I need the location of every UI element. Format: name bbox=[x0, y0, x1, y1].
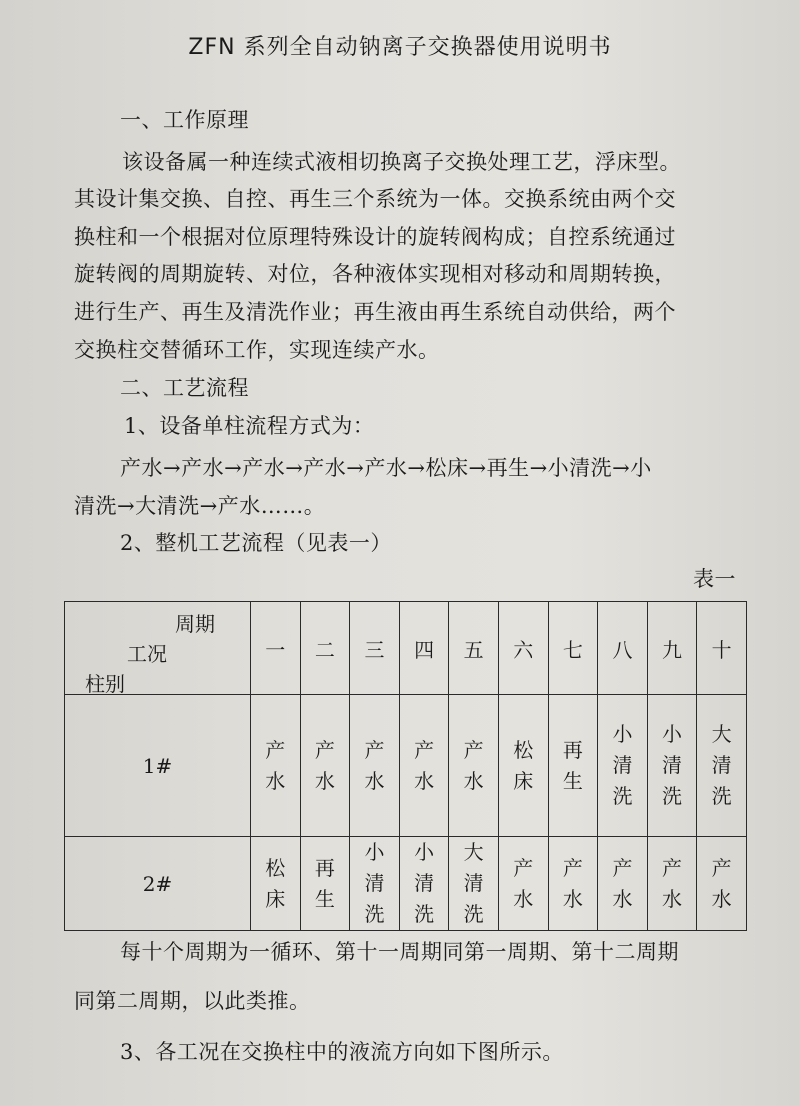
table-cell: 产水 bbox=[647, 837, 697, 931]
section1-line-2: 其设计集交换、自控、再生三个系统为一体。交换系统由两个交 bbox=[74, 187, 676, 211]
period-header: 九 bbox=[647, 602, 697, 695]
table-corner-cell bbox=[65, 602, 251, 695]
table-cell: 产水 bbox=[498, 837, 548, 931]
section2-item-2: 2、整机工艺流程（见表一） bbox=[120, 531, 392, 555]
document-title: ZFN 系列全自动钠离子交换器使用说明书 bbox=[188, 35, 612, 60]
row-label: 2# bbox=[65, 837, 251, 931]
period-header: 四 bbox=[399, 602, 449, 695]
section1-line-1: 该设备属一种连续式液相切换离子交换处理工艺，浮床型。 bbox=[122, 150, 681, 174]
table-cell: 再生 bbox=[548, 695, 598, 837]
section2-heading: 二、工艺流程 bbox=[120, 376, 249, 400]
table-cell: 大清洗 bbox=[449, 837, 499, 931]
period-header: 二 bbox=[300, 602, 350, 695]
table-cell: 再生 bbox=[300, 837, 350, 931]
table-row bbox=[65, 837, 747, 931]
table-cell: 小清洗 bbox=[399, 837, 449, 931]
period-header: 六 bbox=[498, 602, 548, 695]
table-cell: 松床 bbox=[498, 695, 548, 837]
table-caption: 表一 bbox=[693, 567, 736, 591]
table-cell: 产水 bbox=[697, 837, 747, 931]
section2-item-3: 3、各工况在交换柱中的液流方向如下图所示。 bbox=[120, 1040, 564, 1064]
section1-line-3: 换柱和一个根据对位原理特殊设计的旋转阀构成；自控系统通过 bbox=[74, 225, 676, 249]
period-header: 五 bbox=[449, 602, 499, 695]
table-cell: 产水 bbox=[300, 695, 350, 837]
table-row bbox=[65, 695, 747, 837]
table-header-row bbox=[65, 602, 747, 695]
period-header: 七 bbox=[548, 602, 598, 695]
period-header: 十 bbox=[697, 602, 747, 695]
flow-line-2: 清洗→大清洗→产水……。 bbox=[74, 494, 326, 518]
note-line-2: 同第二周期，以此类推。 bbox=[74, 989, 311, 1013]
table-cell: 产水 bbox=[598, 837, 648, 931]
note-line-1: 每十个周期为一循环、第十一周期同第一周期、第十二周期 bbox=[120, 940, 679, 964]
table-cell: 产水 bbox=[548, 837, 598, 931]
table-cell: 大清洗 bbox=[697, 695, 747, 837]
table-cell: 松床 bbox=[251, 837, 301, 931]
period-header: 一 bbox=[251, 602, 301, 695]
process-table bbox=[64, 601, 747, 931]
period-header: 三 bbox=[350, 602, 400, 695]
table-cell: 产水 bbox=[449, 695, 499, 837]
table-cell: 产水 bbox=[350, 695, 400, 837]
table-cell: 小清洗 bbox=[598, 695, 648, 837]
header-column: 柱别 bbox=[85, 672, 125, 696]
section1-line-6: 交换柱交替循环工作，实现连续产水。 bbox=[74, 338, 440, 362]
section1-heading: 一、工作原理 bbox=[120, 108, 249, 132]
table-cell: 小清洗 bbox=[647, 695, 697, 837]
section2-item-1: 1、设备单柱流程方式为： bbox=[124, 414, 375, 438]
table-cell: 产水 bbox=[251, 695, 301, 837]
section1-line-5: 进行生产、再生及清洗作业；再生液由再生系统自动供给，两个 bbox=[74, 300, 676, 324]
table-cell: 产水 bbox=[399, 695, 449, 837]
row-label: 1# bbox=[65, 695, 251, 837]
table-cell: 小清洗 bbox=[350, 837, 400, 931]
header-period: 周期 bbox=[175, 612, 215, 636]
period-header: 八 bbox=[598, 602, 648, 695]
section1-line-4: 旋转阀的周期旋转、对位，各种液体实现相对移动和周期转换， bbox=[74, 262, 676, 286]
flow-line-1: 产水→产水→产水→产水→产水→松床→再生→小清洗→小 bbox=[120, 456, 652, 480]
header-condition: 工况 bbox=[127, 642, 167, 666]
